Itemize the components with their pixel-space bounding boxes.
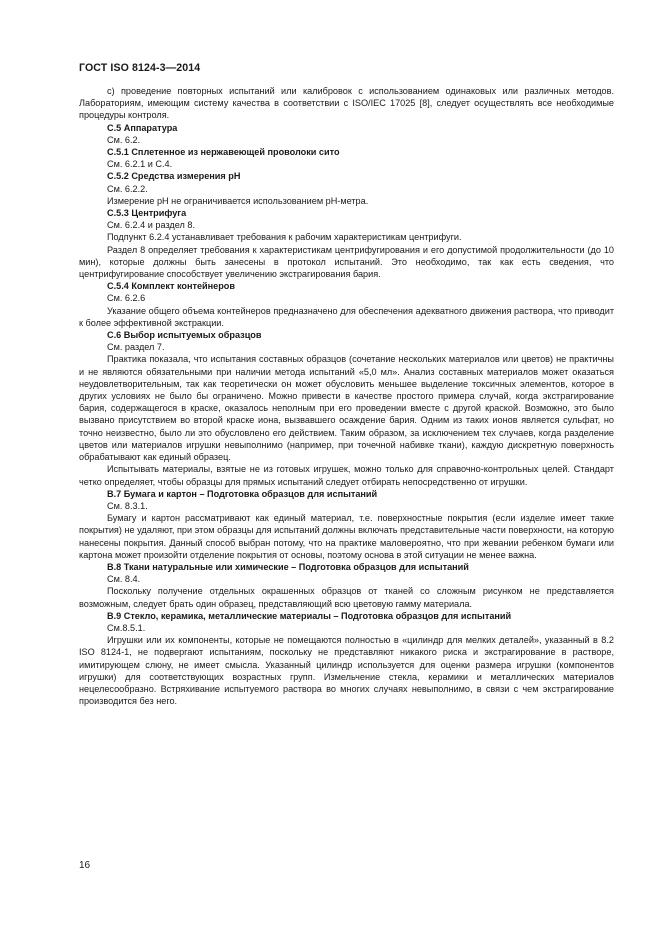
paragraph: Подпункт 6.2.4 устанавливает требования к рабочим характеристикам центрифуги.: [107, 232, 462, 243]
reference-line: См. раздел 7.: [107, 342, 165, 353]
paragraph: Поскольку получение отдельных окрашенных образцов от тканей со сложным рисунком не представляется возможным, следует брать один образец, представляющий всю цветовую гамму материала.: [79, 586, 614, 609]
reference-line: См. 8.4.: [107, 574, 141, 585]
section-heading: С.6 Выбор испытуемых образцов: [107, 330, 262, 341]
paragraph: Игрушки или их компоненты, которые не помещаются полностью в «цилиндр для мелких деталей», указанный в 8.2 ISO 8124-1, не подвергают испытаниям, поскольку не представляют никакого риска и экстрагирование в растворе, имитирующем слюну, не имеет смысла. Указанный цилиндр используется для оценки размера игрушки (компонентов игрушки) для соответствующих возрастных групп. Измельчение стекла, керамики и металлических материалов нецелесообразно. Встряхивание испытуемого раствора во многих случаях невыполнимо, в связи с чем экстрагирование производится без него.: [79, 635, 614, 707]
section-heading: В.7 Бумага и картон – Подготовка образцов для испытаний: [107, 488, 378, 499]
document-header: ГОСТ ISO 8124-3—2014: [79, 62, 201, 74]
section-heading: В.9 Стекло, керамика, металлические материалы – Подготовка образцов для испытаний: [107, 610, 512, 621]
reference-line: См. 8.3.1.: [107, 500, 148, 511]
section-heading: С.5 Аппаратура: [107, 122, 178, 133]
section-heading: С.5.2 Средства измерения pH: [107, 171, 241, 182]
section-heading: С.5.1 Сплетенное из нержавеющей проволоки сито: [107, 147, 340, 158]
paragraph: с) проведение повторных испытаний или калибровок с использованием одинаковых или различных методов. Лабораториям, имеющим систему качества в соответствии с ISO/IEC 17025 [8], следует осуществлять все необходимые процедуры контроля.: [79, 86, 614, 121]
paragraph: Раздел 8 определяет требования к характеристикам центрифугирования и его допустимой продолжительности (до 10 мин), которые должны быть занесены в протокол испытаний. Это необходимо, так как есть сведения, что центрифугирование способствует увеличению экстрагирования бария.: [79, 244, 614, 280]
page-number: 16: [79, 860, 91, 871]
document-body: [79, 85, 614, 707]
section-heading: В.8 Ткани натуральные или химические – Подготовка образцов для испытаний: [107, 561, 469, 572]
reference-line: См.8.5.1.: [107, 622, 146, 633]
reference-line: См. 6.2.2.: [107, 183, 148, 194]
reference-line: См. 6.2.: [107, 134, 141, 145]
reference-line: См. 6.2.4 и раздел 8.: [107, 220, 195, 231]
reference-line: См. 6.2.1 и С.4.: [107, 159, 173, 170]
paragraph: Указание общего объема контейнеров предназначено для обеспечения адекватного движения раствора, что приводит к более эффективной экстракции.: [79, 305, 614, 328]
reference-line: См. 6.2.6: [107, 293, 146, 304]
section-heading: С.5.4 Комплект контейнеров: [107, 281, 235, 292]
section-heading: С.5.3 Центрифуга: [107, 208, 187, 219]
paragraph: Испытывать материалы, взятые не из готовых игрушек, можно только для справочно-контрольных целей. Стандарт четко определяет, чтобы образцы для прямых испытаний следует отбирать непосредственно от игрушки.: [79, 464, 614, 487]
paragraph: Измерение pH не ограничивается использованием pH-метра.: [107, 195, 369, 206]
paragraph: Бумагу и картон рассматривают как единый материал, т.е. поверхностные покрытия (если изделие имеет такие покрытия) не удаляют, при этом образцы для испытаний должны включать представительные части поверхности, на которую нанесены покрытия. Данный способ выбран потому, что на практике маловероятно, что при жевании ребенком бумаги или картона может произойти отделение покрытия от основы, поэтому основа в этой ситуации не менее важна.: [79, 513, 614, 560]
paragraph: Практика показала, что испытания составных образцов (сочетание нескольких материалов или цветов) не практичны и не являются обязательными при наличии метода испытаний «5,0 мл». Анализ составных материалов может оказаться неудовлетворительным, так как теоретически он может обусловить меньшее выделение токсичных элементов, которое в других условиях не было бы ограничено. Можно привести в качестве простого примера случай, когда экстрагирование бария, содержащегося в краске, оказалось неполным при его проведении вместе с другой краской. Возможно, это было вызвано присутствием во второй краске иона, вызвавшего осаждение бария. Одним из таких ионов является сульфат, но точно неизвестно, было ли это обусловлено его действием. Таким образом, за исключением тех случаев, когда разделение цветов или материалов игрушки невыполнимо (например, при точечной набивке ткани), каждую дискретную поверхность обрабатывают как единый образец.: [79, 354, 614, 463]
